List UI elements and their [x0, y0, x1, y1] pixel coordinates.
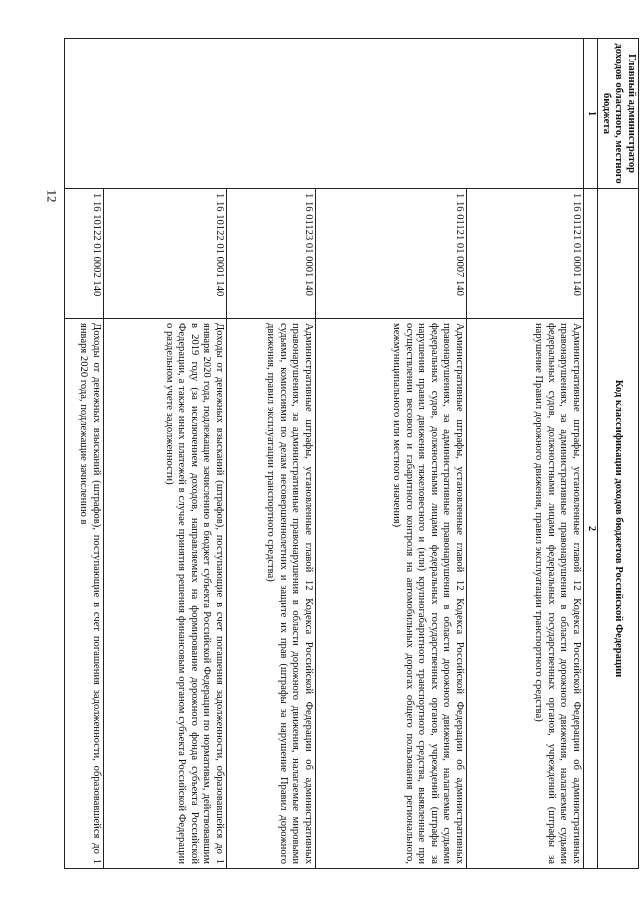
row-description: Доходы от денежных взысканий (штрафов), поступающие в счет погашения задолженности, образовавшейся до 1 января 2020 года, подлежащие зачислению в: [65, 319, 104, 869]
column-number-1: 1: [584, 39, 598, 189]
rotated-table-wrapper: [59, 38, 639, 868]
header-administrator: Главный администратор доходов областного, местного бюджета: [598, 39, 639, 189]
row-description: Административные штрафы, установленные главой 12 Кодекса Российской Федерации об административных правонарушениях, за административные правонарушения в области дорожного движения, налагаемые судьями федеральных судов, должностными лицами федеральных государственных органов, учреждений (штрафы за нарушения правил движения тяжеловесного и (или) крупногабаритного транспортного средства, выявленные при осуществлении весового и габаритного контроля на автомобильных дорогах общего пользования регионального, межмуниципального или местного значения): [316, 319, 467, 869]
row-code: 1 16 01121 01 0001 140: [467, 189, 584, 319]
row-code: 1 16 10122 01 0002 140: [65, 189, 104, 319]
table-header-row: [598, 39, 639, 869]
row-description: Административные штрафы, установленные главой 12 Кодекса Российской Федерации об административных правонарушениях, за административные правонарушения в области дорожного движения, налагаемые мировыми судьями, комиссиями по делам несовершеннолетних и защите их прав (штрафы за нарушение Правил дорожного движения, правил эксплуатации транспортного средства): [227, 319, 316, 869]
column-number-2: 2: [584, 189, 598, 869]
header-classification-code: Код классификации доходов бюджетов Российской Федерации: [598, 189, 639, 869]
page-number: 12: [44, 189, 60, 203]
row-code: 1 16 01121 01 0007 140: [316, 189, 467, 319]
row-code: 1 16 10122 01 0001 140: [104, 189, 227, 319]
revenue-classification-table: [64, 38, 639, 869]
row-description: Доходы от денежных взысканий (штрафов), поступающие в счет погашения задолженности, образовавшейся до 1 января 2020 года, подлежащие зачислению в бюджет субъекта Российской Федерации по нормативам, действовавшим в 2019 году (за исключением доходов, направляемых на формирование дорожного фонда субъекта Российской Федерации, а также иных платежей в случае принятия решения финансовым органом субъекта Российской Федерации о раздельном учете задолженности): [104, 319, 227, 869]
row-code: 1 16 01123 01 0001 140: [227, 189, 316, 319]
administrator-cell: [65, 39, 584, 189]
column-number-row: [584, 39, 598, 869]
row-description: Административные штрафы, установленные главой 12 Кодекса Российской Федерации об административных правонарушениях, за административные правонарушения в области дорожного движения, налагаемые судьями федеральных судов, должностными лицами федеральных государственных органов, учреждений (штрафы за нарушение Правил дорожного движения, правил эксплуатации транспортного средства): [467, 319, 584, 869]
table-row: [467, 39, 584, 869]
